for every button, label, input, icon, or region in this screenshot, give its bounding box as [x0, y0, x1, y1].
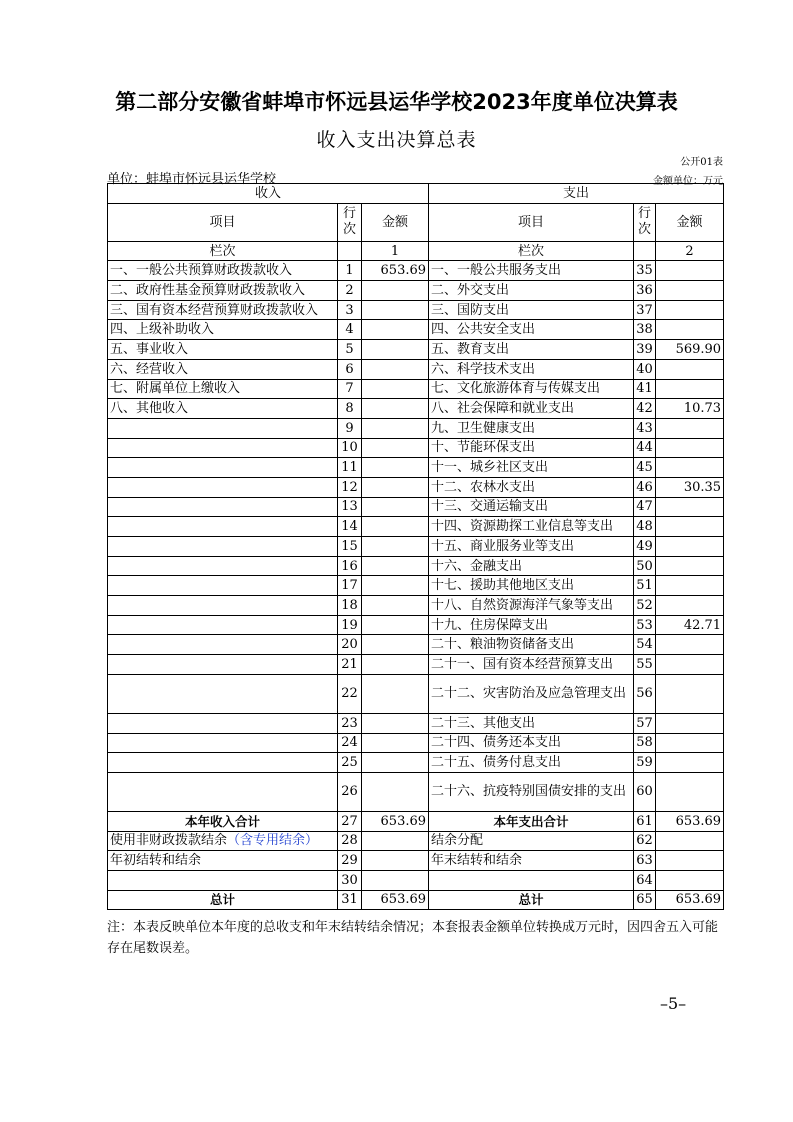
income-item — [108, 674, 338, 713]
table-row — [108, 655, 724, 675]
income-total-amount: 653.69 — [362, 890, 429, 910]
table-row — [108, 379, 724, 399]
form-code: 公开01表 — [680, 157, 723, 168]
expense-amount — [656, 635, 724, 655]
income-row-no: 28 — [338, 831, 362, 851]
income-amount — [362, 713, 429, 733]
expense-item: 三、国防支出 — [429, 300, 634, 320]
empty-cell — [338, 241, 362, 261]
table-row — [108, 458, 724, 478]
income-item — [108, 870, 338, 890]
table-row — [108, 733, 724, 753]
income-total-label: 总计 — [108, 890, 338, 910]
expense-amount — [656, 576, 724, 596]
table-row — [108, 556, 724, 576]
income-amount — [362, 851, 429, 871]
expense-amount — [656, 537, 724, 557]
income-amount — [362, 635, 429, 655]
income-amount — [362, 281, 429, 301]
budget-table — [107, 183, 724, 910]
income-row-no: 15 — [338, 537, 362, 557]
table-row — [108, 772, 724, 811]
income-row-no: 11 — [338, 458, 362, 478]
table-row — [108, 300, 724, 320]
expense-amount — [656, 438, 724, 458]
table-row — [108, 261, 724, 281]
income-amount — [362, 655, 429, 675]
expense-row-no: 62 — [634, 831, 656, 851]
income-amount: 653.69 — [362, 261, 429, 281]
page-number: –5– — [660, 994, 687, 1013]
expense-amount — [656, 713, 724, 733]
expense-item: 十一、城乡社区支出 — [429, 458, 634, 478]
expense-item: 八、社会保障和就业支出 — [429, 399, 634, 419]
income-amount — [362, 753, 429, 773]
expense-row-no: 65 — [634, 890, 656, 910]
table-row — [108, 340, 724, 360]
income-row-no: 17 — [338, 576, 362, 596]
income-amount — [362, 438, 429, 458]
income-row-no: 7 — [338, 379, 362, 399]
income-item — [108, 418, 338, 438]
income-row-no: 8 — [338, 399, 362, 419]
income-amount — [362, 458, 429, 478]
income-row-no: 30 — [338, 870, 362, 890]
income-header: 收入 — [108, 184, 429, 204]
expense-item: 二十、粮油物资储备支出 — [429, 635, 634, 655]
income-row-no: 22 — [338, 674, 362, 713]
income-amount — [362, 320, 429, 340]
income-item — [108, 615, 338, 635]
income-item — [108, 831, 338, 851]
income-row-no-header: 行次 — [338, 203, 362, 241]
expense-item: 四、公共安全支出 — [429, 320, 634, 340]
expense-row-no: 42 — [634, 399, 656, 419]
income-row-no: 25 — [338, 753, 362, 773]
income-item: 五、事业收入 — [108, 340, 338, 360]
income-item: 七、附属单位上缴收入 — [108, 379, 338, 399]
expense-row-no: 55 — [634, 655, 656, 675]
income-row-no: 5 — [338, 340, 362, 360]
income-item — [108, 477, 338, 497]
income-row-no: 24 — [338, 733, 362, 753]
expense-item: 十、节能环保支出 — [429, 438, 634, 458]
table-row — [108, 281, 724, 301]
income-item: 三、国有资本经营预算财政拨款收入 — [108, 300, 338, 320]
year-total-row — [108, 811, 724, 831]
income-item-text: 使用非财政拨款结余 — [110, 833, 228, 849]
income-amount — [362, 576, 429, 596]
expense-amount — [656, 851, 724, 871]
income-row-no: 9 — [338, 418, 362, 438]
income-item — [108, 497, 338, 517]
table-row — [108, 713, 724, 733]
table-row — [108, 831, 724, 851]
income-row-no: 1 — [338, 261, 362, 281]
income-item — [108, 753, 338, 773]
expense-row-no: 61 — [634, 811, 656, 831]
table-row — [108, 438, 724, 458]
expense-row-no: 58 — [634, 733, 656, 753]
expense-row-no: 40 — [634, 359, 656, 379]
income-column-number: 1 — [362, 241, 429, 261]
income-item — [108, 713, 338, 733]
income-amount — [362, 399, 429, 419]
expense-item: 七、文化旅游体育与传媒支出 — [429, 379, 634, 399]
table-subtitle: 收入支出决算总表 — [316, 129, 477, 151]
grand-total-row — [108, 890, 724, 910]
expense-item: 二十五、债务付息支出 — [429, 753, 634, 773]
expense-item — [429, 870, 634, 890]
income-amount — [362, 615, 429, 635]
income-amount-header: 金额 — [362, 203, 429, 241]
table-row — [108, 517, 724, 537]
income-amount — [362, 556, 429, 576]
income-amount — [362, 831, 429, 851]
expense-item: 十九、住房保障支出 — [429, 615, 634, 635]
income-item-header: 项目 — [108, 203, 338, 241]
income-item — [108, 655, 338, 675]
income-item — [108, 733, 338, 753]
expense-item: 年末结转和结余 — [429, 851, 634, 871]
income-total-amount: 653.69 — [362, 811, 429, 831]
income-item — [108, 537, 338, 557]
expense-row-no: 57 — [634, 713, 656, 733]
expense-total-label: 总计 — [429, 890, 634, 910]
income-row-no: 21 — [338, 655, 362, 675]
income-row-no: 31 — [338, 890, 362, 910]
expense-row-no: 45 — [634, 458, 656, 478]
expense-row-no-header: 行次 — [634, 203, 656, 241]
footnote: 注：本表反映单位本年度的总收支和年末结转结余情况；本套报表金额单位转换成万元时，因四舍五入可能存在尾数误差。 — [107, 920, 719, 956]
income-amount — [362, 497, 429, 517]
expense-row-no: 52 — [634, 596, 656, 616]
expense-row-no: 54 — [634, 635, 656, 655]
income-row-no: 6 — [338, 359, 362, 379]
expense-item: 一、一般公共服务支出 — [429, 261, 634, 281]
income-amount — [362, 359, 429, 379]
expense-row-no: 63 — [634, 851, 656, 871]
income-amount — [362, 733, 429, 753]
expense-item: 二十一、国有资本经营预算支出 — [429, 655, 634, 675]
expense-amount — [656, 379, 724, 399]
income-item — [108, 635, 338, 655]
expense-item: 十五、商业服务业等支出 — [429, 537, 634, 557]
income-amount — [362, 674, 429, 713]
expense-amount — [656, 831, 724, 851]
table-row — [108, 615, 724, 635]
table-row — [108, 851, 724, 871]
expense-row-no: 47 — [634, 497, 656, 517]
income-item — [108, 576, 338, 596]
table-row — [108, 576, 724, 596]
expense-total-amount: 653.69 — [656, 890, 724, 910]
income-amount — [362, 517, 429, 537]
income-amount — [362, 596, 429, 616]
expense-row-no: 41 — [634, 379, 656, 399]
income-column-label: 栏次 — [108, 241, 338, 261]
income-item — [108, 458, 338, 478]
expense-item: 十四、资源勘探工业信息等支出 — [429, 517, 634, 537]
income-amount — [362, 537, 429, 557]
table-row — [108, 399, 724, 419]
income-row-no: 4 — [338, 320, 362, 340]
income-row-no: 16 — [338, 556, 362, 576]
expense-amount — [656, 753, 724, 773]
expense-amount — [656, 655, 724, 675]
table-row — [108, 320, 724, 340]
expense-row-no: 53 — [634, 615, 656, 635]
income-amount — [362, 418, 429, 438]
expense-item: 二十四、债务还本支出 — [429, 733, 634, 753]
table-row — [108, 477, 724, 497]
expense-item-header: 项目 — [429, 203, 634, 241]
header-row-sections — [108, 184, 724, 204]
expense-item: 九、卫生健康支出 — [429, 418, 634, 438]
expense-row-no: 38 — [634, 320, 656, 340]
expense-row-no: 36 — [634, 281, 656, 301]
expense-item: 十三、交通运输支出 — [429, 497, 634, 517]
income-item — [108, 851, 338, 871]
expense-amount — [656, 300, 724, 320]
expense-item: 二十三、其他支出 — [429, 713, 634, 733]
expense-item: 五、教育支出 — [429, 340, 634, 360]
income-row-no: 12 — [338, 477, 362, 497]
expense-row-no: 46 — [634, 477, 656, 497]
expense-amount: 42.71 — [656, 615, 724, 635]
expense-amount — [656, 772, 724, 811]
expense-item: 二十二、灾害防治及应急管理支出 — [429, 674, 634, 713]
income-total-label: 本年收入合计 — [108, 811, 338, 831]
income-item-text: 年初结转和结余 — [110, 853, 202, 869]
expense-amount — [656, 517, 724, 537]
expense-amount — [656, 870, 724, 890]
income-item: 六、经营收入 — [108, 359, 338, 379]
table-row — [108, 418, 724, 438]
income-item — [108, 772, 338, 811]
income-row-no: 27 — [338, 811, 362, 831]
expense-amount — [656, 556, 724, 576]
table-row — [108, 753, 724, 773]
expense-row-no: 50 — [634, 556, 656, 576]
expense-item: 六、科学技术支出 — [429, 359, 634, 379]
income-item — [108, 556, 338, 576]
income-item: 四、上级补助收入 — [108, 320, 338, 340]
expense-row-no: 37 — [634, 300, 656, 320]
income-row-no: 13 — [338, 497, 362, 517]
income-item — [108, 438, 338, 458]
income-amount — [362, 477, 429, 497]
expense-item: 十八、自然资源海洋气象等支出 — [429, 596, 634, 616]
income-item — [108, 596, 338, 616]
expense-row-no: 59 — [634, 753, 656, 773]
table-row — [108, 537, 724, 557]
income-row-no: 18 — [338, 596, 362, 616]
table-row — [108, 635, 724, 655]
expense-amount: 569.90 — [656, 340, 724, 360]
expense-item: 十二、农林水支出 — [429, 477, 634, 497]
expense-row-no: 64 — [634, 870, 656, 890]
expense-amount — [656, 596, 724, 616]
amount-unit-label: 金额单位：万元 — [653, 176, 723, 187]
expense-amount — [656, 418, 724, 438]
income-amount — [362, 870, 429, 890]
expense-amount: 30.35 — [656, 477, 724, 497]
table-row — [108, 497, 724, 517]
expense-amount — [656, 674, 724, 713]
expense-row-no: 35 — [634, 261, 656, 281]
expense-item: 二、外交支出 — [429, 281, 634, 301]
expense-row-no: 44 — [634, 438, 656, 458]
expense-item: 二十六、抗疫特别国债安排的支出 — [429, 772, 634, 811]
expense-item: 结余分配 — [429, 831, 634, 851]
income-amount — [362, 300, 429, 320]
table-row — [108, 359, 724, 379]
expense-amount — [656, 359, 724, 379]
income-row-no: 2 — [338, 281, 362, 301]
income-row-no: 29 — [338, 851, 362, 871]
expense-item: 十六、金融支出 — [429, 556, 634, 576]
unit-label: 单位：蚌埠市怀远县运华学校 — [107, 172, 277, 187]
income-amount — [362, 379, 429, 399]
income-item: 二、政府性基金预算财政拨款收入 — [108, 281, 338, 301]
table-row — [108, 596, 724, 616]
expense-row-no: 56 — [634, 674, 656, 713]
income-row-no: 19 — [338, 615, 362, 635]
income-item: 八、其他收入 — [108, 399, 338, 419]
expense-column-number: 2 — [656, 241, 724, 261]
income-row-no: 14 — [338, 517, 362, 537]
income-row-no: 23 — [338, 713, 362, 733]
income-amount — [362, 340, 429, 360]
table-row — [108, 674, 724, 713]
expense-row-no: 39 — [634, 340, 656, 360]
empty-cell — [634, 241, 656, 261]
page-title: 第二部分安徽省蚌埠市怀远县运华学校2023年度单位决算表 — [115, 90, 678, 114]
expense-amount — [656, 320, 724, 340]
expense-row-no: 49 — [634, 537, 656, 557]
header-row-columns — [108, 203, 724, 241]
expense-amount — [656, 281, 724, 301]
income-row-no: 20 — [338, 635, 362, 655]
expense-total-label: 本年支出合计 — [429, 811, 634, 831]
table-row — [108, 870, 724, 890]
expense-total-amount: 653.69 — [656, 811, 724, 831]
income-row-no: 26 — [338, 772, 362, 811]
expense-amount — [656, 497, 724, 517]
expense-header: 支出 — [429, 184, 724, 204]
expense-amount — [656, 458, 724, 478]
expense-amount-header: 金额 — [656, 203, 724, 241]
expense-column-label: 栏次 — [429, 241, 634, 261]
expense-row-no: 43 — [634, 418, 656, 438]
column-label-row — [108, 241, 724, 261]
income-item-note: （含专用结余） — [227, 833, 319, 849]
expense-amount: 10.73 — [656, 399, 724, 419]
expense-row-no: 48 — [634, 517, 656, 537]
income-item — [108, 517, 338, 537]
expense-amount — [656, 261, 724, 281]
income-row-no: 10 — [338, 438, 362, 458]
expense-row-no: 51 — [634, 576, 656, 596]
expense-amount — [656, 733, 724, 753]
income-row-no: 3 — [338, 300, 362, 320]
income-item: 一、一般公共预算财政拨款收入 — [108, 261, 338, 281]
income-amount — [362, 772, 429, 811]
expense-row-no: 60 — [634, 772, 656, 811]
expense-item: 十七、援助其他地区支出 — [429, 576, 634, 596]
